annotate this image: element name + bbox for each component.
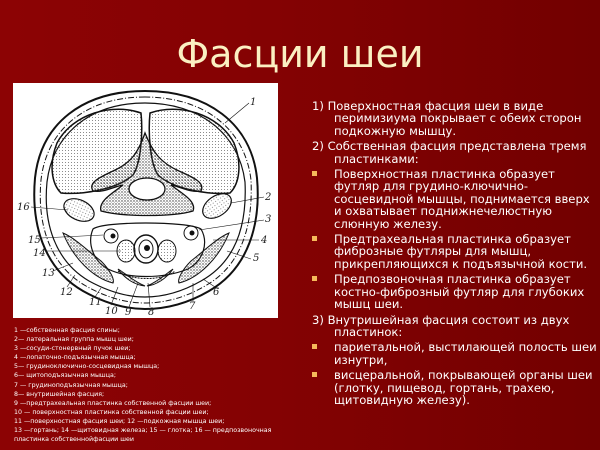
svg-text:16: 16 xyxy=(17,202,30,213)
slide-title: Фасции шеи xyxy=(176,32,424,76)
svg-text:7: 7 xyxy=(189,301,196,312)
legend-line: 11 —поверхностная фасция шеи; 12 —подкожная мышца шеи; xyxy=(14,417,225,425)
svg-text:3: 3 xyxy=(265,214,272,225)
bullet-item: Предпозвоночная пластинка образует костно-фиброзный футляр для глубоких мышц шеи. xyxy=(312,273,597,310)
svg-text:1: 1 xyxy=(250,97,257,108)
legend-line: 9 —предтрахеальная пластинка собственной фасции шеи; xyxy=(14,399,212,407)
paragraph-intracervical-fascia: 3) Внутришейная фасция состоит из двух пластинок: xyxy=(312,312,570,339)
neck-cross-section-diagram xyxy=(13,83,278,318)
anatomy-illustration xyxy=(13,83,278,318)
figure-legend xyxy=(14,326,304,444)
legend-line: 8— внутришейная фасция; xyxy=(14,390,105,398)
svg-text:11: 11 xyxy=(89,297,102,308)
legend-line: 3 —сосуди-стонервный пучок шеи; xyxy=(14,345,131,353)
legend-line: 7 — грудиноподъязычная мышца; xyxy=(14,381,128,389)
square-bullet-icon xyxy=(312,344,317,349)
legend-line: пластинка собственнойфасции шеи xyxy=(14,436,135,444)
bullet-item: Предтрахеальная пластинка образует фиброзные футляры для мышц, прикрепляющихся к подъязычной кости. xyxy=(312,233,597,270)
legend-line: 1 —собственная фасция спины; xyxy=(14,327,120,334)
bullet-item: париетальной, выстилающей полость шеи изнутри, xyxy=(312,341,597,366)
svg-text:9: 9 xyxy=(125,307,132,318)
square-bullet-icon xyxy=(312,372,317,377)
svg-text:6: 6 xyxy=(213,287,220,298)
square-bullet-icon xyxy=(312,171,317,176)
paragraph-proper-fascia: 2) Собственная фасция представлена тремя пластинками: xyxy=(312,139,587,166)
svg-text:10: 10 xyxy=(105,306,118,317)
svg-text:15: 15 xyxy=(28,235,41,246)
legend-line: 2— латеральная группа мышц шеи; xyxy=(14,336,134,344)
square-bullet-icon xyxy=(312,236,317,241)
legend-line: 4 —лопаточно-подъязычная мышца; xyxy=(14,354,136,362)
svg-text:8: 8 xyxy=(148,307,155,318)
svg-text:12: 12 xyxy=(60,287,73,298)
legend-line: 10 — поверхностная пластинка собственной фасции шеи; xyxy=(14,408,209,416)
svg-text:2: 2 xyxy=(265,192,272,203)
svg-text:4: 4 xyxy=(261,235,268,246)
slide-body-text xyxy=(312,100,597,409)
svg-text:5: 5 xyxy=(253,253,260,264)
bullet-item: Поверхностная пластинка образует футляр для грудино-ключично-сосцевидной мышцы, поднимается вверх и охватывает поднижнечелюстную слюнную железу. xyxy=(312,168,597,230)
svg-text:14: 14 xyxy=(33,248,46,259)
legend-line: 13 —гортань; 14 —щитовидная железа; 15 — глотка; 16 — предпозвоночная xyxy=(14,427,272,435)
legend-line: 5— грудиноключично-сосцевидная мышца; xyxy=(14,363,160,371)
paragraph-superficial-fascia: 1) Поверхностная фасция шеи в виде перимизиума покрывает с обеих сторон подкожную мышцу. xyxy=(312,99,582,138)
bullet-item: висцеральной, покрывающей органы шеи (глотку, пищевод, гортань, трахею, щитовидную железу). xyxy=(312,369,597,406)
square-bullet-icon xyxy=(312,276,317,281)
legend-line: 6— щитоподъязычная мышца; xyxy=(14,372,116,380)
svg-text:13: 13 xyxy=(42,268,55,279)
